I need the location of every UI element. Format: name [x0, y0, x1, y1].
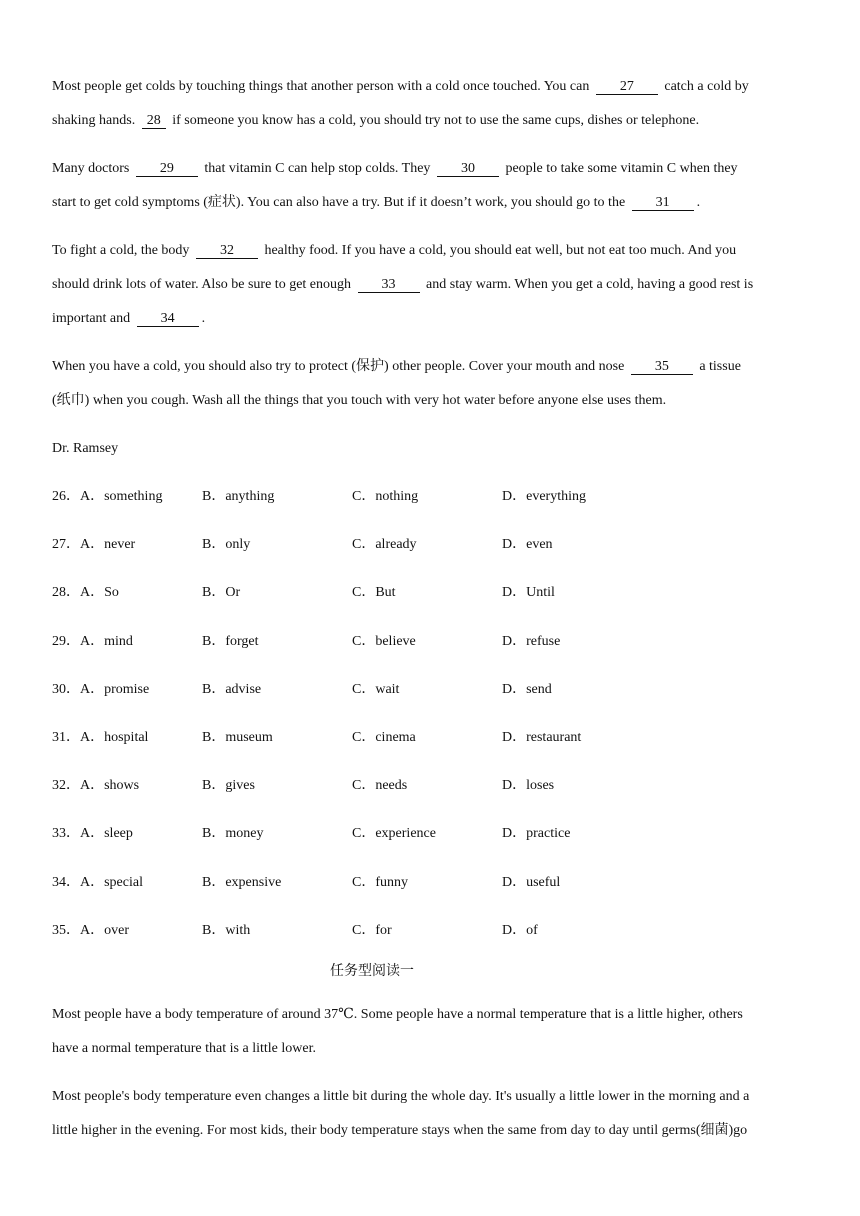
blank-28: 28	[142, 113, 166, 129]
document-page	[52, 70, 812, 1162]
options-list	[52, 480, 812, 962]
text-run: When you have a cold, you should also try to protect (保护) other people. Cover your mouth and nose	[52, 359, 625, 374]
option-c: C．nothing	[352, 489, 419, 504]
option-a: 35．A．over	[52, 922, 129, 938]
text-line: Most people's body temperature even changes a little bit during the whole day. It's usually a little lower in the morning and a	[52, 1088, 750, 1104]
section2-paragraph-1	[52, 998, 812, 1066]
option-c: C．cinema	[352, 729, 416, 745]
text-run: and stay warm. When you get a cold, having a good rest is	[426, 277, 754, 292]
option-a: 32．A．shows	[52, 778, 140, 794]
text-run: .	[201, 311, 206, 326]
option-d: D．refuse	[502, 633, 561, 649]
option-c: C．needs	[352, 778, 408, 794]
text-run: start to get cold symptoms (症状). You can also have a try. But if it doesn’t work, you should go to the	[52, 195, 626, 210]
option-d: D．loses	[502, 778, 555, 794]
question-30	[52, 673, 812, 721]
text-run: if someone you know has a cold, you should try not to use the same cups, dishes or telephone.	[172, 113, 700, 128]
option-a: 30．A．promise	[52, 681, 150, 697]
option-c: C．already	[352, 537, 417, 553]
option-d: D．of	[502, 922, 538, 938]
blank-30: 30	[437, 161, 499, 177]
option-a: 31．A．hospital	[52, 729, 149, 745]
option-d: D．Until	[502, 585, 555, 601]
question-33	[52, 817, 812, 865]
text-run: shaking hands.	[52, 113, 136, 128]
blank-27: 27	[596, 79, 658, 95]
text-run: important and	[52, 311, 131, 326]
text-run: Most people get colds by touching things that another person with a cold once touched. You can	[52, 79, 590, 94]
option-a: 27．A．never	[52, 537, 136, 553]
question-27	[52, 528, 812, 576]
text-run: healthy food. If you have a cold, you should eat well, but not eat too much. And you	[264, 243, 737, 258]
section-title: 任务型阅读一	[330, 962, 414, 979]
blank-34: 34	[137, 311, 199, 327]
option-c: C．wait	[352, 681, 400, 697]
option-b: B．only	[202, 537, 251, 553]
text-run: that vitamin C can help stop colds. They	[204, 161, 431, 176]
option-d: D．send	[502, 681, 552, 697]
question-29	[52, 625, 812, 673]
text-line	[52, 186, 812, 220]
option-d: D．useful	[502, 874, 561, 890]
text-line: Most people have a body temperature of around 37℃. Some people have a normal temperature that is a little higher, others	[52, 1006, 743, 1022]
blank-29: 29	[136, 161, 198, 177]
blank-31: 31	[632, 195, 694, 211]
question-28	[52, 576, 812, 624]
option-c: C．But	[352, 585, 396, 601]
option-a: 29．A．mind	[52, 633, 133, 649]
text-run: a tissue	[699, 359, 741, 374]
question-32	[52, 769, 812, 817]
text-run: should drink lots of water. Also be sure to get enough	[52, 277, 352, 292]
option-c: C．experience	[352, 826, 436, 842]
blank-32: 32	[196, 243, 258, 259]
option-a: 33．A．sleep	[52, 826, 133, 842]
option-b: B．with	[202, 922, 251, 938]
option-b: B．anything	[202, 489, 275, 504]
question-35	[52, 914, 812, 962]
text-line: have a normal temperature that is a little lower.	[52, 1040, 316, 1056]
option-c: C．funny	[352, 874, 408, 890]
signature: Dr. Ramsey	[52, 441, 119, 456]
text-line	[52, 152, 812, 186]
blank-33: 33	[358, 277, 420, 293]
question-26	[52, 480, 812, 528]
option-c: C．believe	[352, 633, 416, 649]
option-d: D．everything	[502, 489, 586, 504]
text-run: .	[696, 195, 701, 210]
option-a: 34．A．special	[52, 874, 143, 890]
section2-paragraph-2	[52, 1080, 812, 1148]
option-d: D．practice	[502, 826, 571, 842]
text-line	[52, 268, 812, 302]
text-run: catch a cold by	[664, 79, 749, 94]
paragraph-2	[52, 152, 812, 220]
text-run: To fight a cold, the body	[52, 243, 190, 258]
option-b: B．museum	[202, 729, 273, 745]
option-a: 28．A．So	[52, 585, 119, 601]
text-line	[52, 104, 812, 138]
question-31	[52, 721, 812, 769]
paragraph-3	[52, 234, 812, 336]
text-line	[52, 234, 812, 268]
option-d: D．even	[502, 537, 553, 553]
paragraph-1	[52, 70, 812, 138]
blank-35: 35	[631, 359, 693, 375]
paragraph-4	[52, 350, 812, 418]
option-b: B．expensive	[202, 874, 282, 890]
option-b: B．forget	[202, 633, 259, 649]
text-run: people to take some vitamin C when they	[505, 161, 738, 176]
text-run: Many doctors	[52, 161, 130, 176]
text-line	[52, 70, 812, 104]
option-b: B．money	[202, 826, 264, 842]
option-b: B．gives	[202, 778, 255, 794]
option-c: C．for	[352, 922, 392, 938]
text-line	[52, 302, 812, 336]
option-b: B．Or	[202, 585, 241, 601]
question-34	[52, 866, 812, 914]
text-line: little higher in the evening. For most kids, their body temperature stays when the same from day to day until germs(细菌)go	[52, 1122, 748, 1138]
text-line	[52, 350, 812, 384]
option-d: D．restaurant	[502, 729, 582, 745]
text-line: (纸巾) when you cough. Wash all the things that you touch with very hot water before anyone else uses them.	[52, 393, 667, 408]
option-b: B．advise	[202, 681, 262, 697]
option-a: 26．A．something	[52, 489, 163, 504]
